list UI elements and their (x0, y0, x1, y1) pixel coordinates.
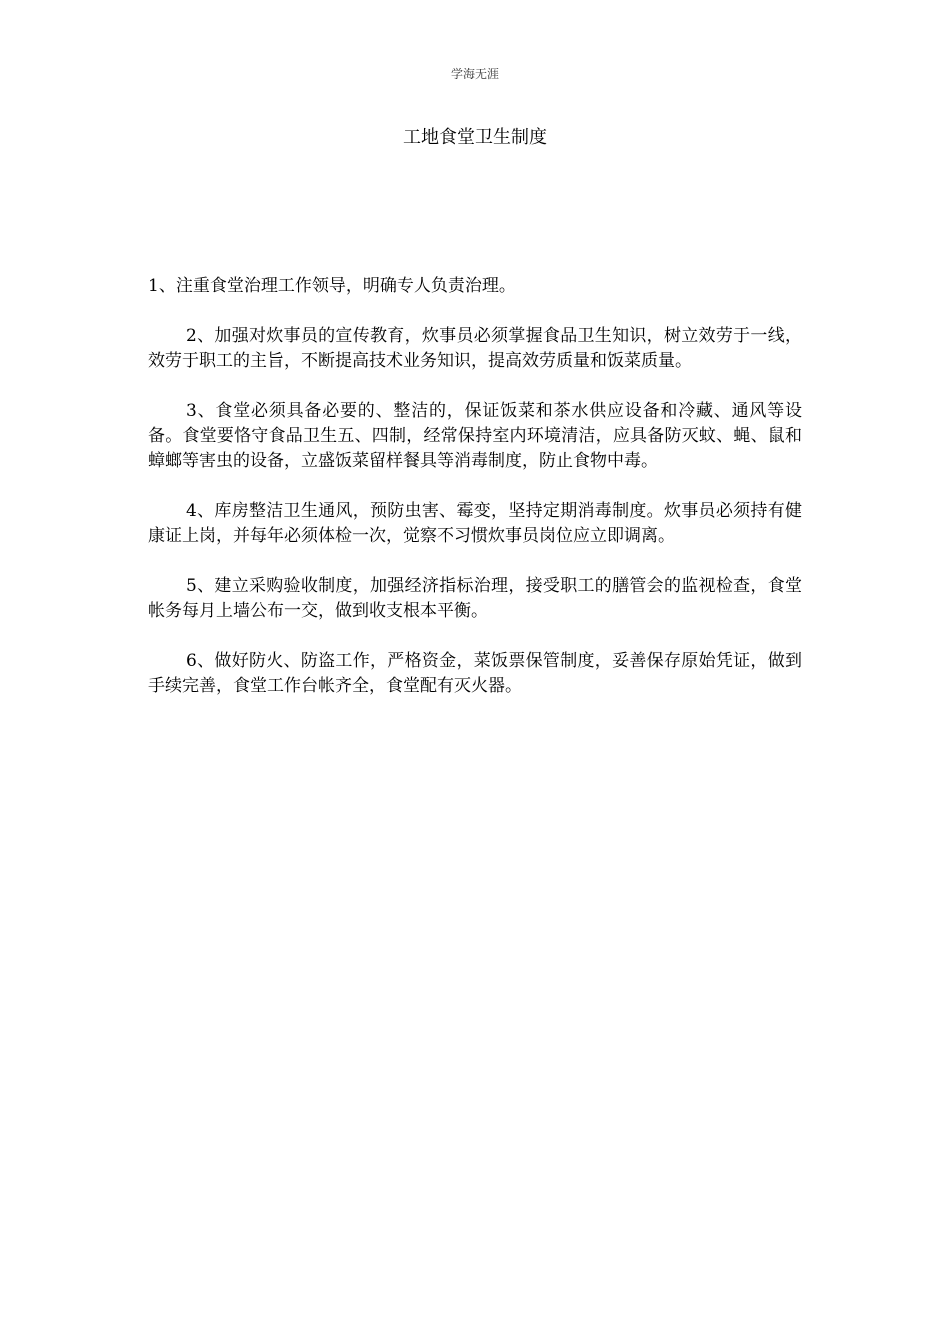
page-header: 学海无涯 (450, 67, 499, 81)
document-body (148, 274, 802, 724)
paragraph-4: 4、库房整洁卫生通风，预防虫害、霉变，坚持定期消毒制度。炊事员必须持有健康证上岗，并每年必须体检一次，觉察不习惯炊事员岗位应立即调离。 (148, 501, 802, 546)
paragraph-6: 6、做好防火、防盗工作，严格资金，菜饭票保管制度，妥善保存原始凭证，做到手续完善，食堂工作台帐齐全，食堂配有灭火器。 (148, 651, 802, 696)
paragraph-5: 5、建立采购验收制度，加强经济指标治理，接受职工的膳管会的监视检查，食堂帐务每月上墙公布一交，做到收支根本平衡。 (148, 576, 802, 621)
paragraph-2: 2、加强对炊事员的宣传教育，炊事员必须掌握食品卫生知识，树立效劳于一线，效劳于职工的主旨，不断提高技术业务知识，提高效劳质量和饭菜质量。 (148, 326, 802, 371)
paragraph-3: 3、食堂必须具备必要的、整洁的，保证饭菜和茶水供应设备和冷藏、通风等设备。食堂要恪守食品卫生五、四制，经常保持室内环境清洁，应具备防灭蚊、蝇、鼠和蟑螂等害虫的设备，立盛饭菜留样餐具等消毒制度，防止食物中毒。 (148, 401, 802, 471)
document-title: 工地食堂卫生制度 (403, 127, 547, 148)
paragraph-1: 1、注重食堂治理工作领导，明确专人负责治理。 (148, 276, 516, 296)
